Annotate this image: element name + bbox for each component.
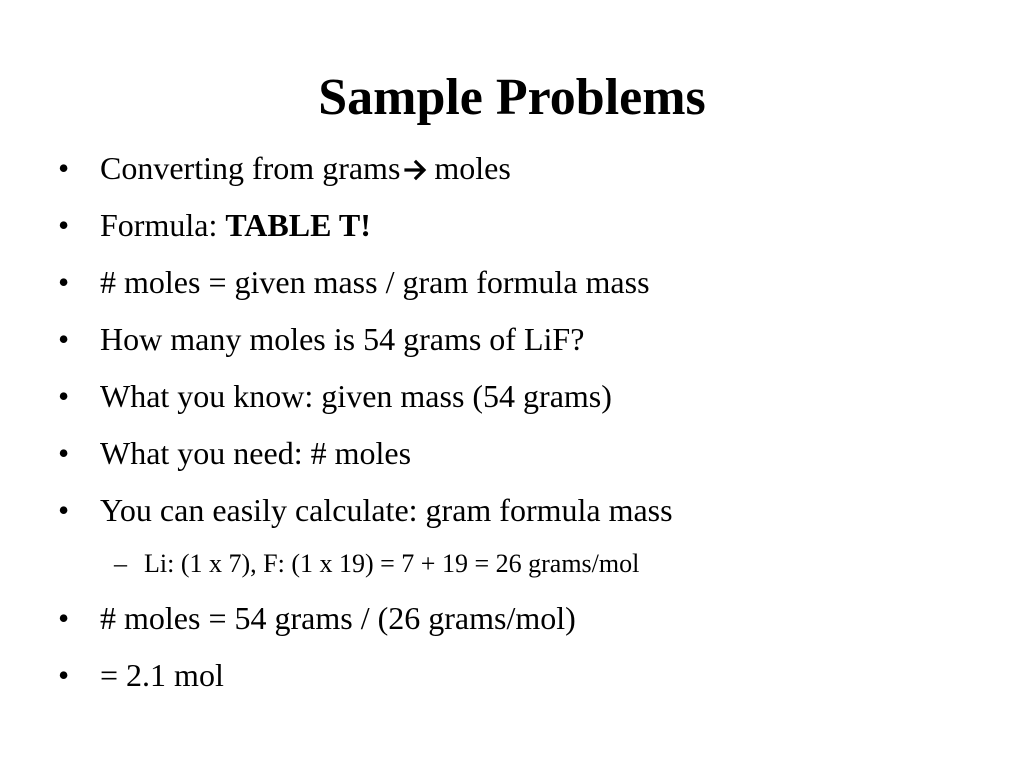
bullet-marker: •	[58, 492, 70, 528]
bullet-text: What you know: given mass (54 grams)	[100, 378, 612, 414]
bullet-marker: •	[58, 264, 70, 300]
bullet-text: # moles = given mass / gram formula mass	[100, 264, 650, 300]
bullet-item	[58, 319, 584, 359]
bullet-marker: •	[58, 435, 70, 471]
bullet-item	[58, 376, 612, 416]
sub-bullet-marker: –	[114, 549, 127, 578]
slide-title: Sample Problems	[318, 69, 706, 126]
bullet-text: Formula:	[100, 207, 226, 243]
sub-bullet-text: Li: (1 x 7), F: (1 x 19) = 7 + 19 = 26 grams/mol	[144, 549, 640, 578]
bullet-marker: •	[58, 321, 70, 357]
bullet-text: # moles = 54 grams / (26 grams/mol)	[100, 600, 576, 636]
bullet-marker: •	[58, 600, 70, 636]
sub-bullet-item	[114, 548, 639, 580]
bullet-marker: •	[58, 150, 70, 186]
bullet-item	[58, 205, 371, 245]
bullet-item	[58, 262, 650, 302]
bullet-item	[58, 598, 576, 638]
bullet-text: You can easily calculate: gram formula mass	[100, 492, 673, 528]
bullet-marker: •	[58, 207, 70, 243]
bullet-text: What you need: # moles	[100, 435, 412, 471]
bullet-bold-text: TABLE T!	[225, 207, 371, 243]
bullet-item	[58, 490, 673, 530]
bullet-text: Converting from grams	[100, 150, 401, 186]
right-arrow-icon	[404, 159, 428, 181]
bullet-text: How many moles is 54 grams of LiF?	[100, 321, 585, 357]
bullet-item	[58, 148, 511, 188]
bullet-marker: •	[58, 378, 70, 414]
bullet-item	[58, 433, 411, 473]
bullet-text: = 2.1 mol	[100, 657, 224, 693]
bullet-item	[58, 655, 224, 695]
bullet-text-after-arrow: moles	[434, 150, 511, 186]
bullet-marker: •	[58, 657, 70, 693]
